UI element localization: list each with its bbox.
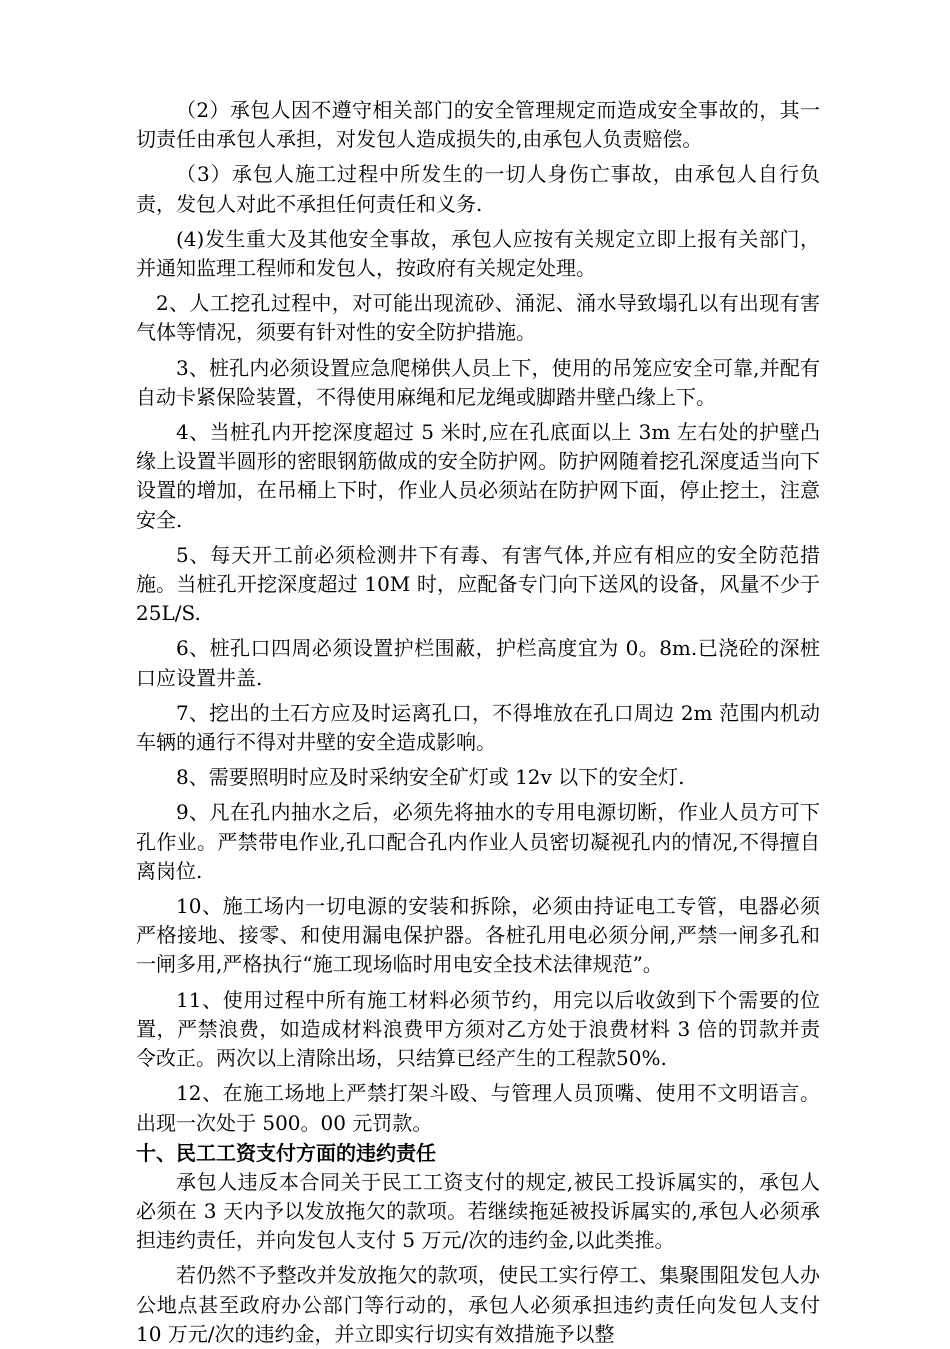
item-9-paragraph: 9、凡在孔内抽水之后，必须先将抽水的专用电源切断，作业人员方可下孔作业。严禁带电作业,孔口配合孔内作业人员密切凝视孔内的情况,不得擅自离岗位. <box>136 800 820 883</box>
section-paragraph-2: 若仍然不予整改并发放拖欠的款项，使民工实行停工、集聚围阻发包人办公地点甚至政府办公部门等行动的，承包人必须承担违约责任向发包人支付 10 万元/次的违约金，并立即实行切实有效措施予以整 <box>136 1263 820 1346</box>
item-8-paragraph: 8、需要照明时应及时采纳安全矿灯或 12v 以下的安全灯. <box>176 765 685 790</box>
item-3-paragraph: 3、桩孔内必须设置应急爬梯供人员上下，使用的吊笼应安全可靠,并配有自动卡紧保险装置，不得使用麻绳和尼龙绳或脚踏井壁凸缘上下。 <box>136 355 820 409</box>
clause-3-paragraph: （3）承包人施工过程中所发生的一切人身伤亡事故，由承包人自行负责，发包人对此不承担任何责任和义务. <box>136 162 820 216</box>
clause-2-paragraph: （2）承包人因不遵守相关部门的安全管理规定而造成安全事故的，其一切责任由承包人承担，对发包人造成损失的,由承包人负责赔偿。 <box>136 98 820 152</box>
item-7-paragraph: 7、挖出的土石方应及时运离孔口，不得堆放在孔口周边 2m 范围内机动车辆的通行不得对井壁的安全造成影响。 <box>136 700 820 755</box>
document-page <box>136 96 820 1349</box>
item-10-paragraph: 10、施工场内一切电源的安装和拆除，必须由持证电工专管，电器必须严格接地、接零、和使用漏电保护器。各桩孔用电必须分闸,严禁一闸多孔和一闸多用,严格执行“施工现场临时用电安全技术法律规范”。 <box>136 894 820 977</box>
item-6-paragraph: 6、桩孔口四周必须设置护栏围蔽，护栏高度宜为 0。8m.已浇砼的深桩口应设置井盖. <box>136 636 820 690</box>
item-2-paragraph: 2、人工挖孔过程中，对可能出现流砂、涌泥、涌水导致塌孔以有出现有害气体等情况，须要有针对性的安全防护措施。 <box>136 291 820 345</box>
clause-4-paragraph: (4)发生重大及其他安全事故，承包人应按有关规定立即上报有关部门，并通知监理工程师和发包人，按政府有关规定处理。 <box>136 226 820 281</box>
section-heading: 十、民工工资支付方面的违约责任 <box>136 1140 436 1165</box>
item-12-paragraph: 12、在施工场地上严禁打架斗殴、与管理人员顶嘴、使用不文明语言。出现一次处于 500。00 元罚款。 <box>136 1081 820 1135</box>
section-paragraph-1: 承包人违反本合同关于民工工资支付的规定,被民工投诉属实的，承包人必须在 3 天内予以发放拖欠的款项。若继续拖延被投诉属实的,承包人必须承担违约责任，并向发包人支付 5 万元/次的违约金,以此类推。 <box>136 1169 820 1253</box>
item-11-paragraph: 11、使用过程中所有施工材料必须节约，用完以后收敛到下个需要的位置，严禁浪费，如造成材料浪费甲方须对乙方处于浪费材料 3 倍的罚款并责令改正。两次以上清除出场，只结算已经产生的工程款50%. <box>136 987 820 1071</box>
item-4-paragraph: 4、当桩孔内开挖深度超过 5 米时,应在孔底面以上 3m 左右处的护壁凸缘上设置半圆形的密眼钢筋做成的安全防护网。防护网随着挖孔深度适当向下设置的增加，在吊桶上下时，作业人员必须站在防护网下面，停止挖土，注意安全. <box>136 420 820 532</box>
item-5-paragraph: 5、每天开工前必须检测井下有毒、有害气体,并应有相应的安全防范措施。当桩孔开挖深度超过 10M 时，应配备专门向下送风的设备，风量不少于 25L/S. <box>136 542 820 626</box>
